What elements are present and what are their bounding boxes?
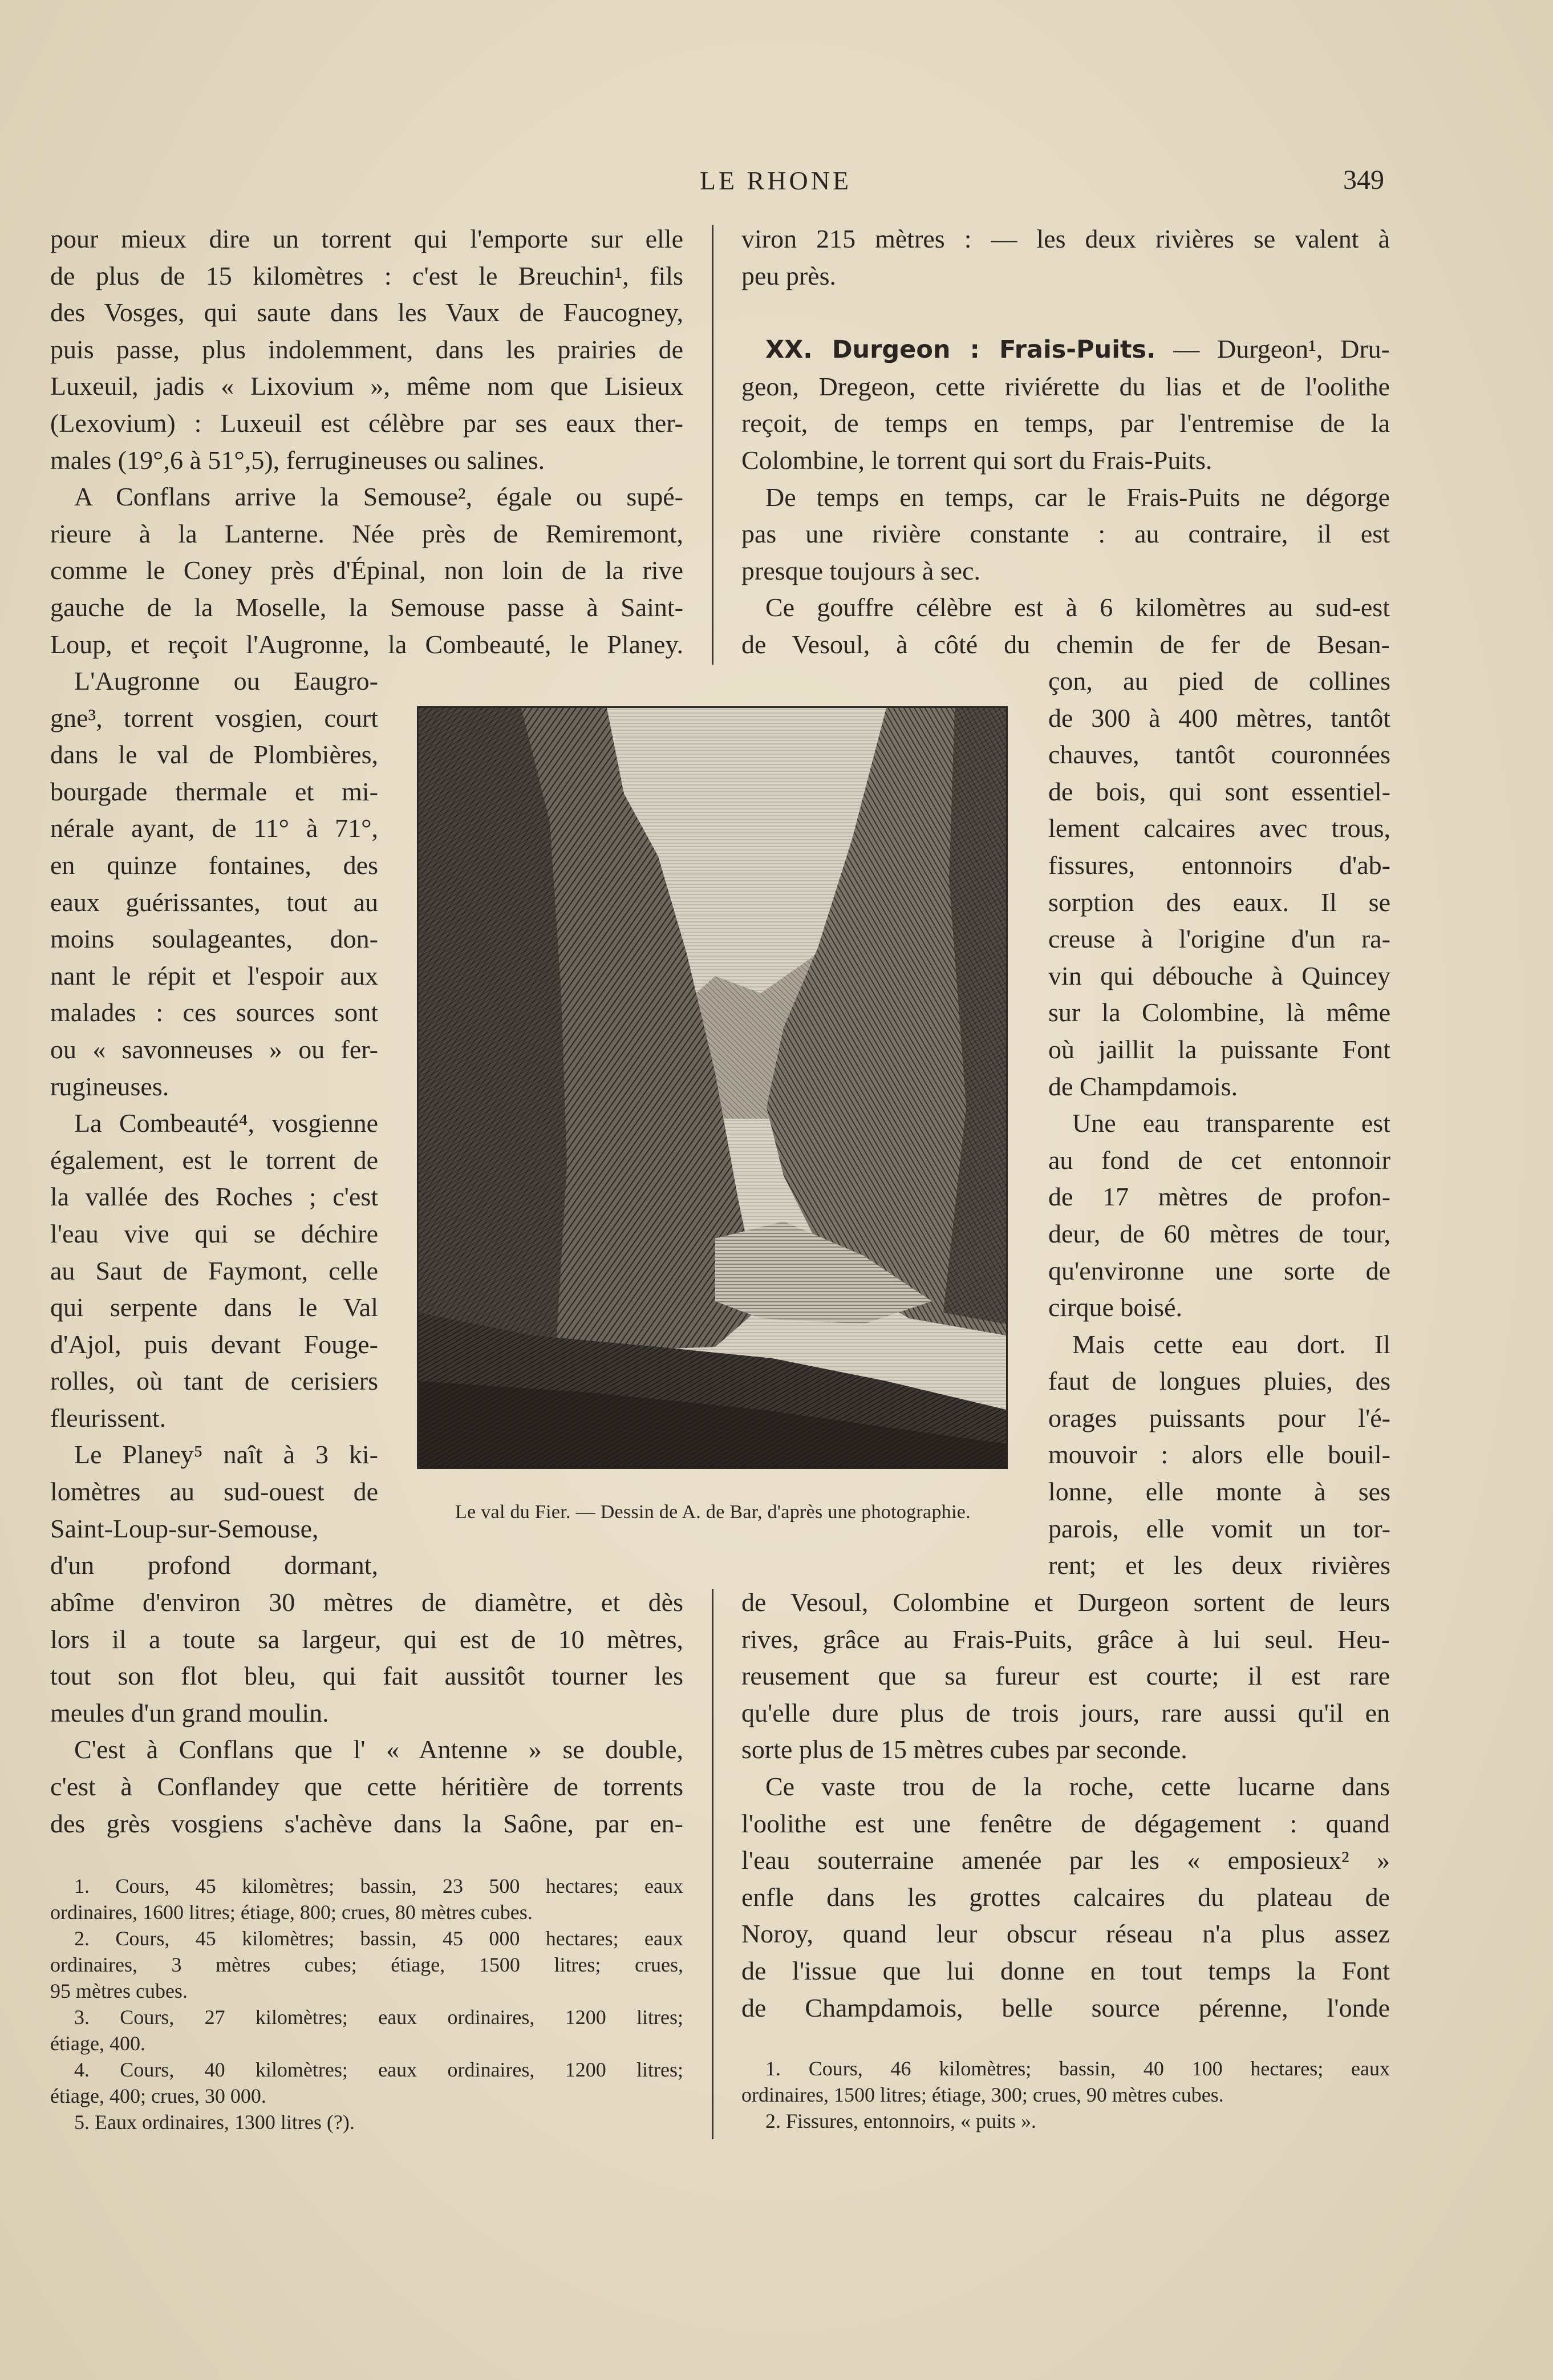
text-line: d'Ajol, puis devant Fouge-: [50, 1329, 378, 1359]
text-line: de Champdamois, belle source pérenne, l'onde: [741, 1993, 1390, 2022]
text-line: deur, de 60 mètres de tour,: [1048, 1219, 1390, 1248]
text-line: Loup, et reçoit l'Augronne, la Combeauté, le Planey.: [50, 629, 683, 659]
text-line: chauves, tantôt couronnées: [1048, 740, 1390, 770]
left-column-narrow: [50, 663, 378, 1584]
right-column-bottom: [741, 1584, 1390, 2026]
text-line: également, est le torrent de: [50, 1145, 378, 1175]
text-line: d'un profond dormant,: [50, 1551, 378, 1580]
text-line: Ce gouffre célèbre est à 6 kilomètres au sud-est: [765, 593, 1390, 622]
text-line: où jaillit la puissante Font: [1048, 1034, 1390, 1064]
text-line: pas une rivière constante : au contraire, il est: [741, 519, 1390, 549]
footnote-line: ordinaires, 1600 litres; étiage, 800; crues, 80 mètres cubes.: [50, 1901, 533, 1924]
text-line: au fond de cet entonnoir: [1048, 1145, 1390, 1175]
left-column-top: [50, 221, 683, 663]
text-line: geon, Dregeon, cette riviérette du lias et de l'oolithe: [741, 371, 1390, 401]
text-line: Une eau transparente est: [1072, 1108, 1390, 1138]
left-footnotes: [50, 1873, 683, 2135]
text-line: dans le val de Plombières,: [50, 740, 378, 770]
text-line: des grès vosgiens s'achève dans la Saône, par en-: [50, 1808, 683, 1838]
text-line: de Vesoul, Colombine et Durgeon sortent de leurs: [741, 1588, 1390, 1617]
text-line: malades : ces sources sont: [50, 998, 378, 1027]
footnote-line: 2. Cours, 45 kilomètres; bassin, 45 000 hectares; eaux: [74, 1927, 683, 1950]
text-line: abîme d'environ 30 mètres de diamètre, et dès: [50, 1588, 683, 1617]
text-line: reçoit, de temps en temps, par l'entremise de la: [741, 408, 1390, 438]
text-line: parois, elle vomit un tor-: [1048, 1513, 1390, 1543]
text-line: rolles, où tant de cerisiers: [50, 1366, 378, 1396]
text-line: de bois, qui sont essentiel-: [1048, 776, 1390, 806]
text-line: C'est à Conflans que l' « Antenne » se double,: [74, 1735, 683, 1764]
footnote-line: 5. Eaux ordinaires, 1300 litres (?).: [74, 2111, 355, 2134]
text-line: de 17 mètres de profon-: [1048, 1182, 1390, 1212]
text-line: puis passe, plus indolemment, dans les prairies de: [50, 334, 683, 364]
text-line: de Champdamois.: [1048, 1071, 1238, 1101]
footnote-line: ordinaires, 3 mètres cubes; étiage, 1500 litres; crues,: [50, 1953, 683, 1976]
text-line: Luxeuil, jadis « Lixovium », même nom que Lisieux: [50, 371, 683, 401]
text-line: en quinze fontaines, des: [50, 850, 378, 880]
text-line: presque toujours à sec.: [741, 556, 980, 585]
right-footnotes: [741, 2055, 1390, 2134]
text-line: lonne, elle monte à ses: [1048, 1477, 1390, 1507]
engraving-val-du-fier: [417, 706, 1008, 1469]
section-heading: XX. Durgeon : Frais-Puits.: [765, 335, 1156, 365]
running-title: LE RHONE: [699, 166, 852, 195]
text-line: mouvoir : alors elle bouil-: [1048, 1440, 1390, 1470]
text-line: qu'elle dure plus de trois jours, rare aussi qu'il en: [741, 1698, 1390, 1727]
text-line: rives, grâce au Frais-Puits, grâce à lui seul. Heu-: [741, 1624, 1390, 1654]
text-line: De temps en temps, car le Frais-Puits ne dégorge: [765, 482, 1390, 512]
text-line: fissures, entonnoirs d'ab-: [1048, 850, 1390, 880]
text-line: vin qui débouche à Quincey: [1048, 961, 1390, 990]
text-line: çon, au pied de collines: [1048, 666, 1390, 695]
text-line: lors il a toute sa largeur, qui est de 10 mètres,: [50, 1624, 683, 1654]
text-line: males (19°,6 à 51°,5), ferrugineuses ou salines.: [50, 445, 545, 475]
text-line: eaux guérissantes, tout au: [50, 887, 378, 917]
right-column-narrow: [1048, 663, 1390, 1584]
footnote-line: 1. Cours, 46 kilomètres; bassin, 40 100 hectares; eaux: [765, 2057, 1390, 2080]
text-line: sorption des eaux. Il se: [1048, 887, 1390, 917]
footnote-line: étiage, 400; crues, 30 000.: [50, 2084, 266, 2107]
figure-caption: Le val du Fier. — Dessin de A. de Bar, d'après une photographie.: [455, 1501, 971, 1523]
footnote-line: 4. Cours, 40 kilomètres; eaux ordinaires, 1200 litres;: [74, 2058, 683, 2081]
text-line: gne³, torrent vosgien, court: [50, 703, 378, 732]
text-line: La Combeauté⁴, vosgienne: [74, 1108, 378, 1138]
text-line: rent; et les deux rivières: [1048, 1551, 1390, 1580]
column-rule-bottom: [712, 1589, 713, 2139]
text-line: l'eau souterraine amenée par les « emposieux² »: [741, 1845, 1390, 1875]
text-line: Le Planey⁵ naît à 3 ki-: [74, 1440, 378, 1470]
text-line: sorte plus de 15 mètres cubes par seconde.: [741, 1735, 1187, 1764]
text-line: cirque boisé.: [1048, 1293, 1183, 1322]
text-line: comme le Coney près d'Épinal, non loin de la rive: [50, 556, 683, 585]
text-line: c'est à Conflandey que cette héritière de torrents: [50, 1771, 683, 1801]
text-line: creuse à l'origine d'un ra-: [1048, 924, 1390, 954]
text-line: nant le répit et l'espoir aux: [50, 961, 378, 990]
footnote-line: étiage, 400.: [50, 2032, 145, 2055]
text-line: des Vosges, qui saute dans les Vaux de Faucogney,: [50, 298, 683, 327]
text-line: meules d'un grand moulin.: [50, 1698, 329, 1727]
text-line: Noroy, quand leur obscur réseau n'a plus assez: [741, 1919, 1390, 1949]
text-line: au Saut de Faymont, celle: [50, 1256, 378, 1285]
column-rule-top: [712, 225, 713, 665]
text-line: nérale ayant, de 11° à 71°,: [50, 813, 378, 843]
text-line: (Lexovium) : Luxeuil est célèbre par ses eaux ther-: [50, 408, 683, 438]
text-line: de 300 à 400 mètres, tantôt: [1048, 703, 1390, 732]
text-line: viron 215 mètres : — les deux rivières se valent à: [741, 224, 1390, 253]
text-line: ou « savonneuses » ou fer-: [50, 1034, 378, 1064]
footnote-line: 2. Fissures, entonnoirs, « puits ».: [765, 2110, 1037, 2132]
footnote-line: 3. Cours, 27 kilomètres; eaux ordinaires, 1200 litres;: [74, 2006, 683, 2029]
text-line: rieure à la Lanterne. Née près de Remiremont,: [50, 519, 683, 548]
text-line: orages puissants pour l'é-: [1048, 1403, 1390, 1432]
text-line: — Durgeon¹, Dru-: [1173, 334, 1390, 364]
footnote-line: 95 mètres cubes.: [50, 1980, 188, 2002]
text-line: Mais cette eau dort. Il: [1072, 1329, 1390, 1359]
footnote-line: 1. Cours, 45 kilomètres; bassin, 23 500 hectares; eaux: [74, 1875, 683, 1897]
text-line: reusement que sa fureur est courte; il est rare: [741, 1661, 1390, 1691]
text-line: tout son flot bleu, qui fait aussitôt tourner les: [50, 1661, 683, 1691]
footnote-line: ordinaires, 1500 litres; étiage, 300; crues, 90 mètres cubes.: [741, 2083, 1224, 2106]
text-line: la vallée des Roches ; c'est: [50, 1182, 378, 1212]
text-line: lomètres au sud-ouest de: [50, 1477, 378, 1507]
text-line: de l'issue que lui donne en tout temps la Font: [741, 1956, 1390, 1985]
text-line: Colombine, le torrent qui sort du Frais-Puits.: [741, 445, 1213, 475]
text-line: peu près.: [741, 261, 837, 290]
text-line: de Vesoul, à côté du chemin de fer de Besan-: [741, 629, 1390, 659]
text-line: qu'environne une sorte de: [1048, 1256, 1390, 1285]
text-line: faut de longues pluies, des: [1048, 1366, 1390, 1396]
text-line: moins soulageantes, don-: [50, 924, 378, 954]
text-line: qui serpente dans le Val: [50, 1293, 378, 1322]
page-number: 349: [1343, 165, 1384, 195]
text-line: L'Augronne ou Eaugro-: [74, 666, 378, 695]
text-line: Ce vaste trou de la roche, cette lucarne dans: [765, 1771, 1390, 1801]
text-line: l'eau vive qui se déchire: [50, 1219, 378, 1248]
text-line: l'oolithe est une fenêtre de dégagement : quand: [741, 1808, 1390, 1838]
text-line: fleurissent.: [50, 1403, 167, 1432]
text-line: sur la Colombine, là même: [1048, 998, 1390, 1027]
text-line: Saint-Loup-sur-Semouse,: [50, 1513, 319, 1543]
text-line: rugineuses.: [50, 1071, 169, 1101]
text-line: lement calcaires avec trous,: [1048, 813, 1390, 843]
text-line: gauche de la Moselle, la Semouse passe à Saint-: [50, 592, 683, 622]
text-line: pour mieux dire un torrent qui l'emporte sur elle: [50, 224, 683, 253]
text-line: bourgade thermale et mi-: [50, 776, 378, 806]
text-line: de plus de 15 kilomètres : c'est le Breuchin¹, fils: [50, 261, 683, 290]
text-line: A Conflans arrive la Semouse², égale ou supé-: [74, 482, 683, 512]
right-column-top: [741, 221, 1390, 663]
left-column-bottom: [50, 1584, 683, 1842]
text-line: enfle dans les grottes calcaires du plateau de: [741, 1882, 1390, 1912]
